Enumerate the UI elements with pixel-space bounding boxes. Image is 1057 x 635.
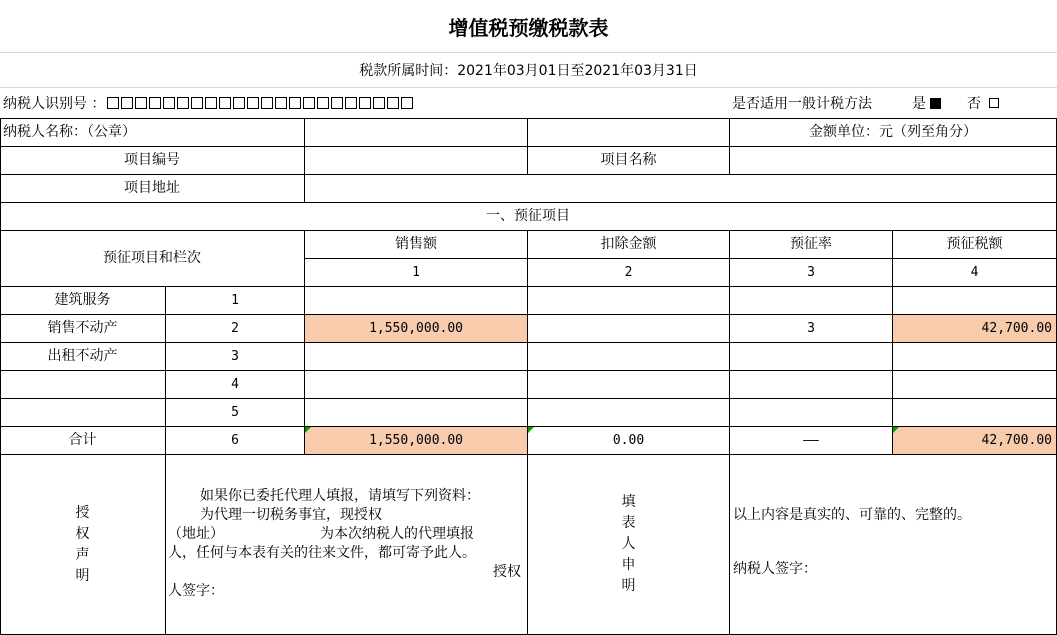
vertical-char: 人 <box>621 536 636 552</box>
taxpayer-id-box[interactable] <box>149 97 161 109</box>
taxpayer-id-box[interactable] <box>121 97 133 109</box>
deduction-cell[interactable] <box>528 399 730 427</box>
col-index: 1 <box>305 259 528 287</box>
col-index: 2 <box>528 259 730 287</box>
row-name <box>0 399 166 427</box>
taxpayer-id-box[interactable] <box>205 97 217 109</box>
auth-agent-text: 为本次纳税人的代理填报 <box>320 526 474 542</box>
amount-unit: 金额单位：元（列至角分） <box>730 118 1057 147</box>
taxpayer-id-box[interactable] <box>331 97 343 109</box>
deduction-cell[interactable] <box>528 287 730 315</box>
rate-cell[interactable] <box>730 287 893 315</box>
project-name-label: 项目名称 <box>528 147 730 175</box>
tax-cell[interactable] <box>893 287 1057 315</box>
auth-line-4: 人，任何与本表有关的往来文件，都可寄予此人。 <box>168 545 476 561</box>
row-name: 建筑服务 <box>0 287 166 315</box>
deduction-cell[interactable] <box>528 315 730 343</box>
taxpayer-name-label: 纳税人名称：（公章） <box>0 118 305 147</box>
taxpayer-id-box[interactable] <box>219 97 231 109</box>
auth-line-5: 授权 <box>493 564 521 580</box>
tax-period: 税款所属时间：2021年03月01日至2021年03月31日 <box>359 63 698 79</box>
row-name: 销售不动产 <box>0 315 166 343</box>
taxpayer-id-box[interactable] <box>373 97 385 109</box>
tax-cell[interactable]: 42,700.00 <box>893 315 1057 343</box>
tax-cell[interactable] <box>893 343 1057 371</box>
vertical-char: 申 <box>621 557 636 573</box>
section-header: 一、预征项目 <box>0 203 1057 231</box>
taxpayer-id-box[interactable] <box>317 97 329 109</box>
sales-cell[interactable] <box>305 371 528 399</box>
vertical-char: 表 <box>621 515 636 531</box>
col-header-deduction: 扣除金额 <box>528 231 730 259</box>
col-index: 3 <box>730 259 893 287</box>
auth-line-3 <box>168 525 521 544</box>
taxpayer-id-box[interactable] <box>233 97 245 109</box>
vertical-char: 声 <box>75 546 90 563</box>
taxpayer-id-box[interactable] <box>275 97 287 109</box>
col-index: 4 <box>893 259 1057 287</box>
taxpayer-id-box[interactable] <box>247 97 259 109</box>
declaration-statement: 以上内容是真实的、可靠的、完整的。 <box>733 507 971 523</box>
no-option-label: 否 <box>967 96 981 112</box>
project-name-field[interactable] <box>730 147 1057 175</box>
deduction-cell[interactable] <box>528 371 730 399</box>
yes-option-label: 是 <box>912 96 926 112</box>
row-line-number: 3 <box>166 343 305 371</box>
row-line-number: 2 <box>166 315 305 343</box>
general-method-options <box>892 88 1057 118</box>
tax-cell[interactable] <box>893 371 1057 399</box>
rate-cell[interactable] <box>730 343 893 371</box>
total-label: 合计 <box>0 427 166 455</box>
col-header-tax: 预征税额 <box>893 231 1057 259</box>
taxpayer-id-box[interactable] <box>107 97 119 109</box>
project-number-label: 项目编号 <box>0 147 305 175</box>
deduction-cell[interactable] <box>528 343 730 371</box>
taxpayer-id-label: 纳税人识别号 ： <box>3 96 106 112</box>
yes-checkbox-checked[interactable] <box>930 98 941 109</box>
form-title: 增值税预缴税款表 <box>448 15 609 40</box>
project-address-label: 项目地址 <box>0 175 305 203</box>
project-number-field[interactable] <box>305 147 528 175</box>
authorization-label <box>0 455 166 635</box>
auth-address-label: （地址） <box>168 526 224 542</box>
col-header-sales: 销售额 <box>305 231 528 259</box>
declaration-text[interactable] <box>730 455 1057 635</box>
taxpayer-id-box[interactable] <box>345 97 357 109</box>
items-header: 预征项目和栏次 <box>0 231 305 287</box>
taxpayer-id-box[interactable] <box>387 97 399 109</box>
auth-line-1: 如果你已委托代理人填报，请填写下列资料： <box>200 488 480 504</box>
taxpayer-id-box[interactable] <box>303 97 315 109</box>
taxpayer-id-box[interactable] <box>191 97 203 109</box>
vertical-char: 明 <box>75 567 90 584</box>
taxpayer-id-box[interactable] <box>135 97 147 109</box>
row-name: 出租不动产 <box>0 343 166 371</box>
tax-cell[interactable] <box>893 399 1057 427</box>
taxpayer-signature: 纳税人签字： <box>733 560 817 577</box>
project-address-field[interactable] <box>305 175 1057 203</box>
vertical-char: 填 <box>621 494 636 510</box>
taxpayer-id-box[interactable] <box>177 97 189 109</box>
declaration-label <box>528 455 730 635</box>
rate-cell[interactable] <box>730 371 893 399</box>
taxpayer-id-boxes[interactable] <box>107 97 415 109</box>
auth-line-2: 为代理一切税务事宜，现授权 <box>200 507 382 523</box>
taxpayer-id-box[interactable] <box>289 97 301 109</box>
taxpayer-id-box[interactable] <box>401 97 413 109</box>
vertical-char: 明 <box>621 578 636 594</box>
general-method-question: 是否适用一般计税方法 <box>732 96 872 112</box>
total-sales-cell[interactable]: 1,550,000.00 <box>305 427 528 455</box>
vertical-char: 权 <box>75 525 90 542</box>
vertical-char: 授 <box>75 504 90 521</box>
total-tax-cell[interactable]: 42,700.00 <box>893 427 1057 455</box>
taxpayer-name-field[interactable] <box>305 118 528 147</box>
rate-cell[interactable]: 3 <box>730 315 893 343</box>
taxpayer-id-box[interactable] <box>359 97 371 109</box>
total-deduction-cell[interactable]: 0.00 <box>528 427 730 455</box>
no-checkbox[interactable] <box>989 98 999 108</box>
rate-cell[interactable] <box>730 399 893 427</box>
sales-cell[interactable] <box>305 399 528 427</box>
auth-signature: 人签字： <box>168 583 224 599</box>
row-line-number: 5 <box>166 399 305 427</box>
row-name <box>0 371 166 399</box>
col-header-rate: 预征率 <box>730 231 893 259</box>
sales-cell[interactable] <box>305 343 528 371</box>
row-line-number: 1 <box>166 287 305 315</box>
taxpayer-id-box[interactable] <box>163 97 175 109</box>
authorization-text[interactable] <box>166 455 528 635</box>
total-rate-cell[interactable]: —— <box>730 427 893 455</box>
taxpayer-name-field-2[interactable] <box>528 118 730 147</box>
total-line-number: 6 <box>166 427 305 455</box>
taxpayer-id-row <box>3 88 415 118</box>
sales-cell[interactable] <box>305 287 528 315</box>
row-line-number: 4 <box>166 371 305 399</box>
sales-cell[interactable]: 1,550,000.00 <box>305 315 528 343</box>
taxpayer-id-box[interactable] <box>261 97 273 109</box>
